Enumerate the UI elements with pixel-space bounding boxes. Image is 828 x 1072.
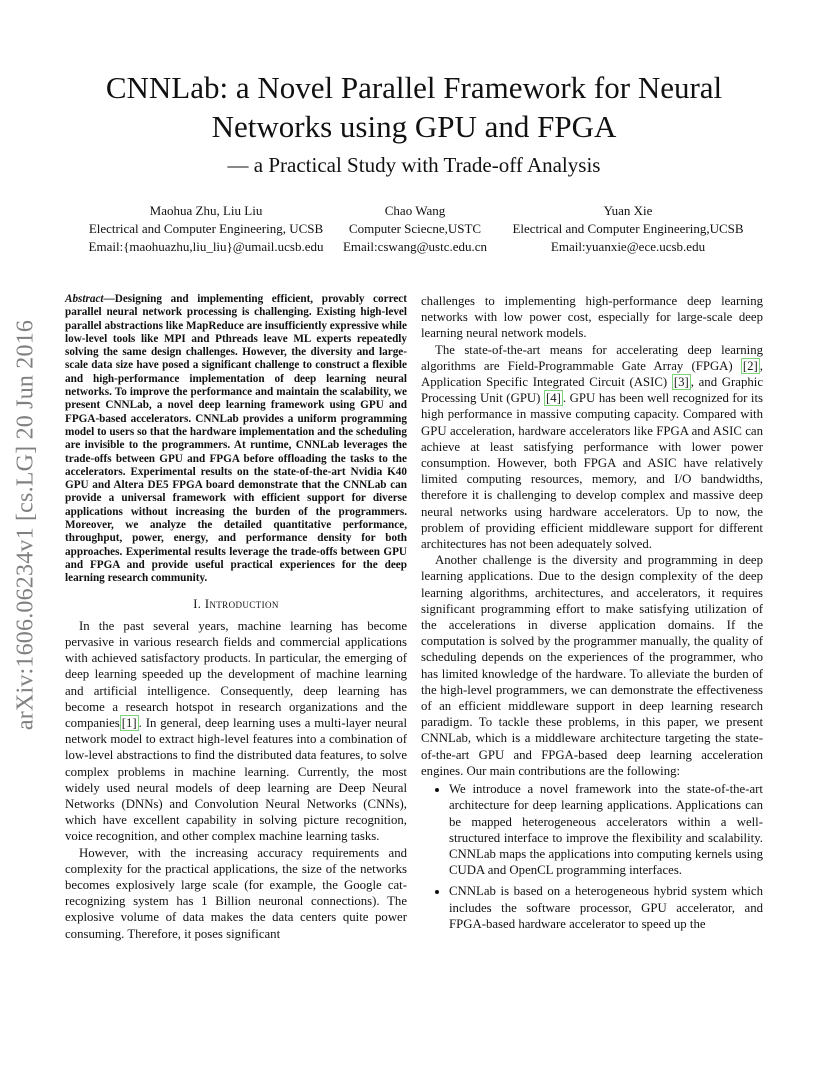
right-p2-text-c: , and Graphic Processing Unit (GPU) <box>421 375 763 406</box>
abstract-label: Abstract <box>65 293 104 305</box>
author-email: Email:{maohuazhu,liu_liu}@umail.ucsb.edu <box>88 239 324 254</box>
right-paragraph-2 <box>421 342 763 553</box>
author-affiliation: Electrical and Computer Engineering, UCSB <box>88 221 324 236</box>
author-names: Maohua Zhu, Liu Liu <box>149 203 263 218</box>
intro-paragraph-2: However, with the increasing accuracy requirements and complexity for the practical applications, the size of the networks becomes explosively large scale (for example, the Google cat-recognizing system has 1 Billion neuronal connections). The explosive volume of data makes the data centers quite power consuming. Therefore, it poses significant <box>65 845 407 941</box>
author-block-1 <box>60 202 352 256</box>
abstract <box>65 293 407 586</box>
paper-subtitle: — a Practical Study with Trade-off Analysis <box>227 153 601 177</box>
paper-title-line-1: CNNLab: a Novel Parallel Framework for Neural <box>105 70 723 105</box>
left-column <box>65 293 407 942</box>
abstract-text: —Designing and implementing efficient, provably correct parallel neural network processing is challenging. Existing high-level parallel abstractions like MapReduce are insufficiently expressive while low-level tools like MPI and Pthreads leave ML experts repeatedly solving the same design challenges. However, the diversity and large-scale data size have posed a significant challenge to construct a flexible and high-performance implementation of deep learning neural networks. To improve the performance and maintain the scalability, we present CNNLab, a novel deep learning framework using GPU and FPGA-based accelerators. CNNLab provides a uniform programming model to users so that the hardware implementation and the scheduling are invisible to the programmers. At runtime, CNNLab leverages the trade-offs between GPU and FPGA before offloading the tasks to the accelerators. Experimental results on the state-of-the-art Nvidia K40 GPU and Altera DE5 FPGA board demonstrate that the CNNLab can provide a universal framework with efficient support for diverse applications without increasing the burden of the programmers. Moreover, we analyze the detailed quantitative performance, throughput, power, energy, and performance density for both approaches. Experimental results leverage the trade-offs between GPU and FPGA and provide useful practical experiences for the deep learning research community. <box>65 293 407 585</box>
author-block-2 <box>330 202 500 256</box>
author-names: Yuan Xie <box>603 203 653 218</box>
intro-paragraph-1 <box>65 618 407 845</box>
contributions-list <box>421 781 763 932</box>
intro-p1-text-a: In the past several years, machine learning has become pervasive in various research fields and commercial applications with achieved satisfactory products. In particular, the emerging of deep learning speeded up the development of machine learning and artificial intelligence. Consequently, deep learning has become a research hotspot in research organizations and the companies <box>65 618 407 730</box>
author-email: Email:cswang@ustc.edu.cn <box>342 239 488 254</box>
arxiv-identifier-watermark: arXiv:1606.06234v1 [cs.LG] 20 Jun 2016 <box>12 319 39 731</box>
author-block-3 <box>500 202 756 256</box>
right-paragraph-3: Another challenge is the diversity and programming in deep learning applications. Due to the design complexity of the deep learning algorithms, architectures, and accelerators, it requires significant programming effort to make satisfying utilization of the accelerations in diverse application domains. If the computation is solved by the programmer manually, the quality of scheduling depends on the experiences of the programmer, who has limited knowledge of the hardware. To alleviate the burden of the high-level programmers, we can demonstrate the effectiveness of an efficient middleware support in deep learning research paradigm. To tackle these problems, in this paper, we present CNNLab, which is a middleware architecture targeting the state-of-the-art GPU and FPGA-based deep learning acceleration engines. Our main contributions are the following: <box>421 553 763 778</box>
section-heading-introduction: I. Introduction <box>193 596 279 611</box>
author-affiliation: Electrical and Computer Engineering,UCSB <box>512 221 744 236</box>
citation-link[interactable]: [1] <box>121 715 137 730</box>
right-column <box>421 293 763 937</box>
right-paragraph-1: challenges to implementing high-performance deep learning networks with low power cost, especially for large-scale deep learning neural network models. <box>421 294 763 341</box>
right-p2-text-a: The state-of-the-art means for accelerating deep learning algorithms are Field-Programmable Gate Array (FPGA) <box>421 342 763 373</box>
contribution-item: • CNNLab is based on a heterogeneous hybrid system which includes the software processor, GPU accelerator, and FPGA-based hardware accelerator to speed up the <box>449 883 763 932</box>
contribution-item: • We introduce a novel framework into the state-of-the-art architecture for deep learning applications. Applications can be mapped heterogeneous accelerators within a well-structured interface to improve the flexibility and scalability. CNNLab maps the applications into computing kernels using CUDA and OpenCL programming interfaces. <box>449 781 763 878</box>
intro-p1-text-b: . In general, deep learning uses a multi-layer neural network model to extract high-level features into a combination of low-level abstractions to find the distributed data features, to solve complex problems in machine learning. Currently, the most widely used neural models of deep learning are Deep Neural Networks (DNNs) and Convolution Neural Networks (CNNs), which have excellent capability in solving picture recognition, voice recognition, and other complex machine learning tasks. <box>65 715 407 844</box>
author-names: Chao Wang <box>384 203 446 218</box>
right-p2-text-b: , Application Specific Integrated Circuit (ASIC) <box>421 358 763 390</box>
citation-link[interactable]: [3] <box>673 375 689 390</box>
paper-title-line-2: Networks using GPU and FPGA <box>211 109 617 144</box>
citation-link[interactable]: [2] <box>742 358 758 373</box>
right-p2-text-d: . GPU has been well recognized for its high performance in massive computing capacity. Compared with GPU acceleration, hardware accelerators like FPGA and ASIC can achieve at least satisfying performance with lower power consumption. However, both FPGA and ASIC have relatively limited computing resources, memory, and I/O bandwidths, therefore it is challenging to develop complex and massive deep neural networks using hardware accelerators. Up to now, the problem of providing efficient middleware support for different architectures has not been adequately solved. <box>421 391 763 552</box>
author-affiliation: Computer Sciecne,USTC <box>348 221 482 236</box>
citation-link[interactable]: [4] <box>546 391 561 406</box>
author-email: Email:yuanxie@ece.ucsb.edu <box>550 239 706 254</box>
